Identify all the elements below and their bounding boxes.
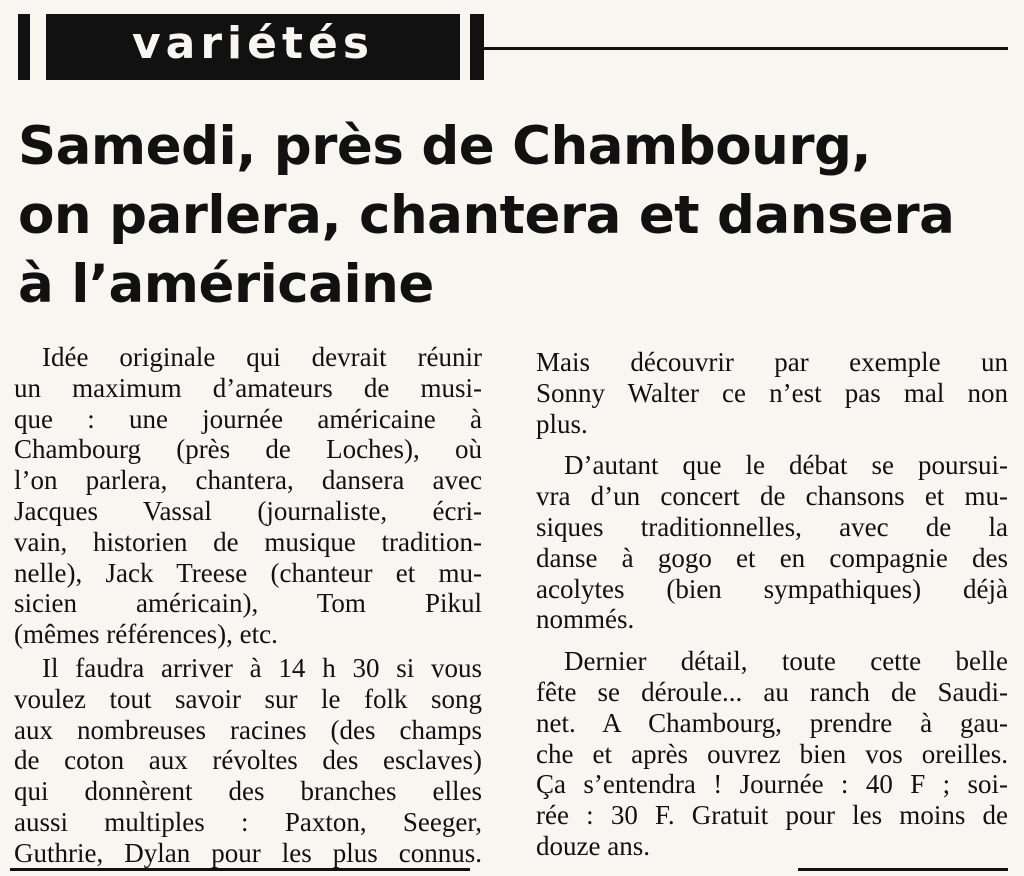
text-line: che et après ouvrez bien vos oreilles. bbox=[536, 738, 1008, 769]
text-line: l’on parlera, chantera, dansera avec bbox=[14, 465, 482, 496]
rubric-bar-right bbox=[470, 14, 484, 80]
text-line: acolytes (bien sympathiques) déjà bbox=[536, 573, 1008, 604]
rubric-rule bbox=[484, 47, 1008, 50]
rubric-bar-left bbox=[18, 14, 30, 80]
text-line: Ça s’entendra ! Journée : 40 F ; soi- bbox=[536, 769, 1008, 800]
text-line: rée : 30 F. Gratuit pour les moins de bbox=[536, 800, 1008, 831]
article-paragraph bbox=[14, 653, 482, 869]
article-paragraph bbox=[14, 342, 482, 650]
article-paragraph bbox=[536, 450, 1008, 635]
text-line: Chambourg (près de Loches), où bbox=[14, 434, 482, 465]
text-line: net. A Chambourg, prendre à gau- bbox=[536, 707, 1008, 738]
text-line: vain, historien de musique tradition- bbox=[14, 526, 482, 557]
text-line: douze ans. bbox=[536, 830, 650, 861]
text-line: un maximum d’amateurs de musi- bbox=[14, 372, 482, 403]
article-column-left bbox=[14, 342, 482, 869]
text-line: que : une journée américaine à bbox=[14, 403, 482, 434]
article-column-right bbox=[536, 347, 1008, 862]
headline bbox=[18, 112, 1008, 319]
text-line: plus. bbox=[536, 408, 588, 439]
text-line: Dernier détail, toute cette belle bbox=[564, 646, 1008, 677]
text-line: qui donnèrent des branches elles bbox=[14, 776, 482, 807]
text-line: voulez tout savoir sur le folk song bbox=[14, 683, 482, 714]
text-line: Mais découvrir par exemple un bbox=[536, 347, 1008, 377]
text-line: Jacques Vassal (journaliste, écri- bbox=[14, 495, 482, 526]
text-line: Guthrie, Dylan pour les plus connus. bbox=[14, 837, 482, 868]
text-line: de coton aux révoltes des esclaves) bbox=[14, 745, 482, 776]
headline-line: on parlera, chantera et dansera bbox=[18, 185, 955, 246]
text-line: Il faudra arriver à 14 h 30 si vous bbox=[42, 652, 482, 683]
text-line: sicien américain), Tom Pikul bbox=[14, 588, 482, 619]
rubric-label: variétés bbox=[131, 18, 375, 69]
article-paragraph bbox=[536, 646, 1008, 862]
article-paragraph bbox=[536, 347, 1008, 439]
bottom-rule-left bbox=[10, 868, 470, 871]
text-line: D’autant que le débat se poursui- bbox=[564, 450, 1008, 481]
headline-line: à l’américaine bbox=[18, 254, 434, 315]
text-line: danse à gogo et en compagnie des bbox=[536, 542, 1008, 573]
text-line: fête se déroule... au ranch de Saudi- bbox=[536, 676, 1008, 707]
text-line: Idée originale qui devrait réunir bbox=[42, 342, 482, 372]
text-line: vra d’un concert de chansons et mu- bbox=[536, 481, 1008, 512]
text-line: nelle), Jack Treese (chanteur et mu- bbox=[14, 557, 482, 588]
text-line: siques traditionnelles, avec de la bbox=[536, 511, 1008, 542]
text-line: aux nombreuses racines (des champs bbox=[14, 714, 482, 745]
text-line: (mêmes références), etc. bbox=[14, 619, 278, 650]
rubric-box bbox=[46, 14, 460, 80]
text-line: Sonny Walter ce n’est pas mal non bbox=[536, 377, 1008, 408]
text-line: aussi multiples : Paxton, Seeger, bbox=[14, 806, 482, 837]
text-line: nommés. bbox=[536, 604, 635, 635]
bottom-rule-right bbox=[798, 868, 1008, 871]
headline-line: Samedi, près de Chambourg, bbox=[18, 116, 872, 177]
